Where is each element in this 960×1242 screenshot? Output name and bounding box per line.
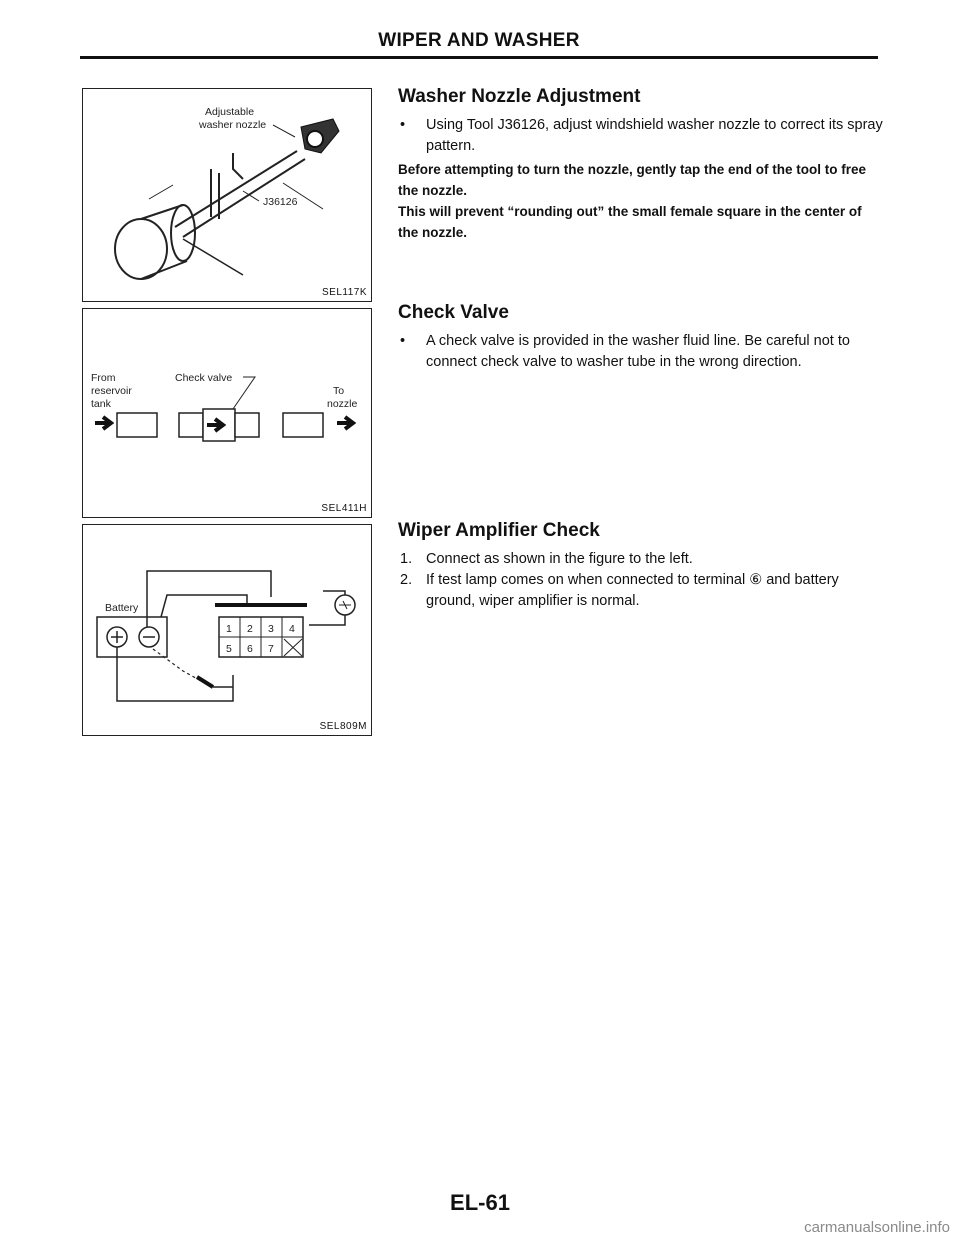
amplifier-wiring-diagram bbox=[83, 525, 371, 735]
figure-nozzle-adjustment bbox=[82, 88, 372, 302]
bullet-mark: • bbox=[400, 333, 406, 349]
watermark: carmanualsonline.info bbox=[804, 1219, 950, 1236]
nozzle-tool-illustration bbox=[83, 89, 371, 301]
bullet-mark: • bbox=[400, 117, 406, 133]
section-washer-nozzle bbox=[398, 86, 884, 243]
washer-note-1: Before attempting to turn the nozzle, gently tap the end of the tool to free the nozzle. bbox=[398, 162, 866, 198]
label-reservoir: reservoir bbox=[91, 385, 132, 397]
check-valve-illustration bbox=[83, 309, 371, 517]
figure-amplifier-check bbox=[82, 524, 372, 736]
terminal-3: 3 bbox=[268, 623, 274, 635]
terminal-2: 2 bbox=[247, 623, 253, 635]
check-valve-text: A check valve is provided in the washer fluid line. Be careful not to connect check valve to washer tube in the wrong direction. bbox=[426, 333, 850, 370]
label-tank: tank bbox=[91, 398, 111, 410]
terminal-7: 7 bbox=[268, 643, 274, 655]
figure-code: SEL411H bbox=[321, 503, 367, 514]
step-text: Connect as shown in the figure to the left. bbox=[426, 551, 693, 567]
figure-code: SEL809M bbox=[319, 721, 367, 732]
label-to: To bbox=[333, 385, 345, 397]
label-battery: Battery bbox=[105, 602, 139, 614]
amplifier-step-2 bbox=[398, 570, 884, 612]
amplifier-step-1 bbox=[398, 549, 884, 570]
figure-check-valve bbox=[82, 308, 372, 518]
section-title-washer: Washer Nozzle Adjustment bbox=[398, 86, 641, 107]
label-nozzle: nozzle bbox=[327, 398, 358, 410]
washer-bullet bbox=[398, 115, 884, 157]
label-tool-number: J36126 bbox=[263, 196, 298, 208]
section-title-check-valve: Check Valve bbox=[398, 302, 509, 323]
section-title-amplifier: Wiper Amplifier Check bbox=[398, 520, 600, 541]
label-from: From bbox=[91, 372, 116, 384]
label-check-valve: Check valve bbox=[175, 372, 233, 384]
terminal-6: 6 bbox=[247, 643, 253, 655]
washer-bullet-text: Using Tool J36126, adjust windshield washer nozzle to correct its spray pattern. bbox=[426, 117, 883, 154]
section-check-valve bbox=[398, 302, 884, 373]
label-washer-nozzle: washer nozzle bbox=[199, 119, 267, 131]
label-adjustable: Adjustable bbox=[205, 106, 255, 118]
terminal-4: 4 bbox=[289, 623, 295, 635]
step-text: If test lamp comes on when connected to terminal ⑥ and battery ground, wiper amplifier is normal. bbox=[426, 572, 839, 609]
step-number: 1. bbox=[400, 551, 413, 567]
terminal-1: 1 bbox=[226, 623, 232, 635]
page-number: EL-61 bbox=[450, 1190, 510, 1215]
section-amplifier-check bbox=[398, 520, 884, 612]
terminal-5: 5 bbox=[226, 643, 232, 655]
figure-code: SEL117K bbox=[321, 287, 367, 298]
check-valve-bullet bbox=[398, 331, 884, 373]
page-header-title: WIPER AND WASHER bbox=[378, 30, 580, 51]
header-rule bbox=[80, 56, 878, 59]
step-number: 2. bbox=[400, 572, 413, 588]
washer-note-2: This will prevent “rounding out” the small female square in the center of the nozzle. bbox=[398, 204, 862, 240]
